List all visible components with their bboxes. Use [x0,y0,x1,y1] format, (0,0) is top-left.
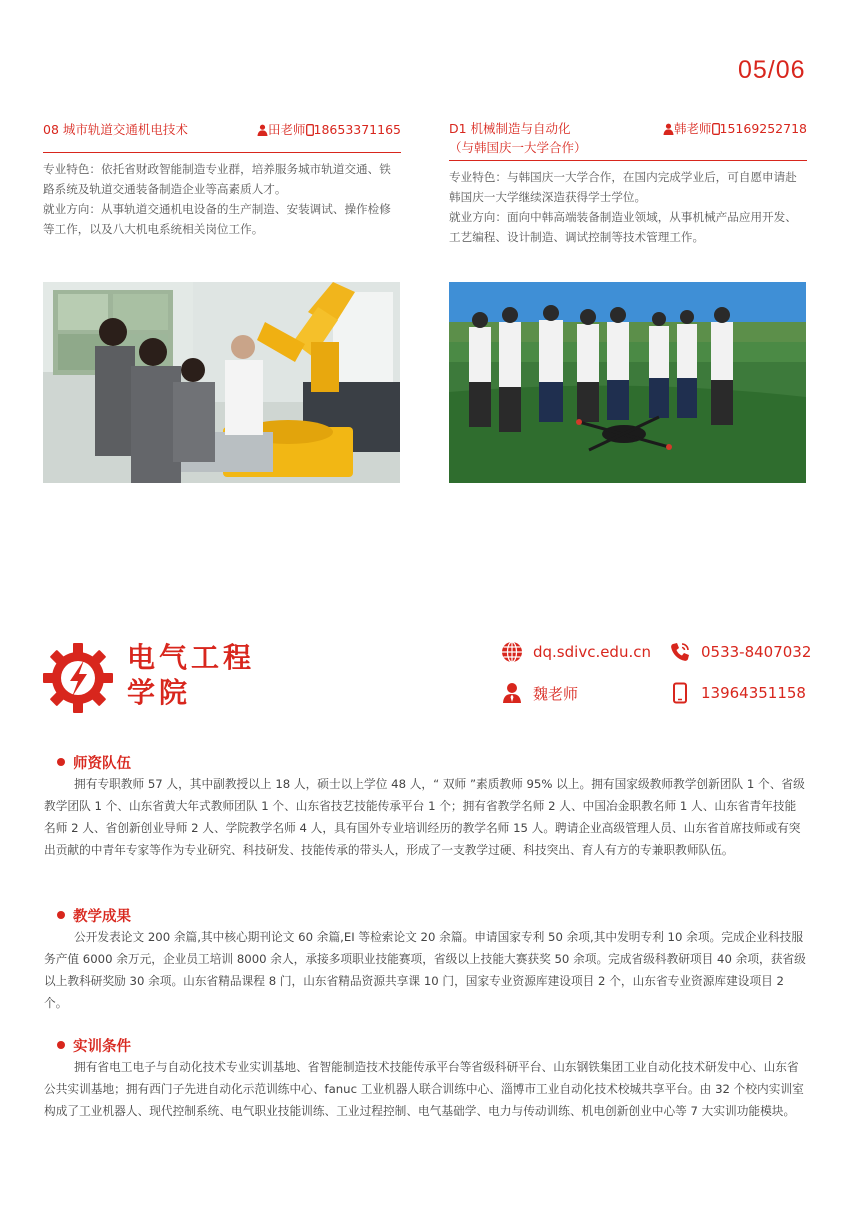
section-title: 实训条件 [73,1038,131,1055]
drone-field-photo [449,282,806,483]
section-training [44,1034,807,1122]
teacher-phone[interactable]: 18653371165 [313,122,401,137]
major-career: 就业方向：面向中韩高端装备制造业领域，从事机械产品应用开发、工艺编程、设计制造、调试控制等技术管理工作。 [449,210,797,244]
bullet-dot-icon [57,1041,65,1049]
major-contact [257,120,401,138]
section-body: 拥有省电工电子与自动化技术专业实训基地、省智能制造技术技能传承平台等省级科研平台、山东钢铁集团工业自动化技术研发中心、山东省公共实训基地；拥有西门子先进自动化示范训练中心、fanuc 工业机器人联合训练中心、淄博市工业自动化技术校城共享平台。由 32 个校内实训室构成了工业机器人、现代控制系统、电气职业技能训练、工业过程控制、电气基础学、电力与传动训练、机电创新创业中心等 7 大实训功能模块。 [44,1060,804,1118]
divider [43,152,401,153]
major-title: 08 城市轨道交通机电技术 [43,122,188,137]
phone-icon [712,123,720,135]
section-body: 拥有专职教师 57 人，其中副教授以上 18 人，硕士以上学位 48 人，“ 双师 ”素质教师 95% 以上。拥有国家级教师教学创新团队 1 个、省级教学团队 1 个、山东省黄大年式教师团队 1 个、山东省技艺技能传承平台 1 个；拥有省教学名师 2 人、中国冶金职教名师 1 人、山东省青年技能名师 2 人、省创新创业导师 2 人、学院教学名师 4 人，具有国外专业培训经历的教学名师 15 人。聘请企业高级管理人员、山东省首席技师或有突出贡献的中青年专家等作为专业研究、科技研发、技能传承的带头人，形成了一支教学过硬、科技突出、育人有方的专兼职教师队伍。 [44,777,805,857]
contact-mobile[interactable] [669,682,806,704]
contact-person [501,682,578,704]
person-icon [663,123,674,135]
section-body: 公开发表论文 200 余篇,其中核心期刊论文 60 余篇,EI 等检索论文 20 余篇。申请国家专利 50 余项,其中发明专利 10 余项。完成企业科技服务产值 6000 余万元，企业员工培训 8000 余人，承接多项职业技能赛项，省级以上技能大赛获奖 50 余项。完成省级科教研项目 40 余项，获省级以上教科研奖励 30 余项。山东省精品课程 8 门，山东省精品资源共享课 10 门，国家专业资源库建设项目 2 个，山东省专业资源库建设项目 2 个。 [44,930,806,1010]
bullet-dot-icon [57,911,65,919]
bullet-dot-icon [57,758,65,766]
major-feature: 专业特色：依托省财政智能制造专业群，培养服务城市轨道交通、铁路系统及轨道交通装备制造企业等高素质人才。 [43,162,391,196]
section-title: 师资队伍 [73,755,131,772]
section-achievements [44,904,807,1014]
person-icon [257,124,268,136]
college-name-line1: 电气工程 [127,641,256,674]
teacher-name: 田老师 [268,122,306,137]
page-number: 05/06 [738,56,806,84]
divider [449,160,807,161]
major-career: 就业方向：从事轨道交通机电设备的生产制造、安装调试、操作检修等工作，以及八大机电系统相关岗位工作。 [43,202,391,236]
phone-icon [306,124,314,136]
contact-website[interactable] [501,641,651,663]
robot-lab-photo [43,282,400,483]
major-title: D1 机械制造与自动化 [449,121,571,136]
major-card-d1 [449,119,807,247]
section-faculty [44,751,807,861]
teacher-name: 韩老师 [674,121,712,136]
person-icon [501,682,523,704]
website-text[interactable]: dq.sdivc.edu.cn [533,643,651,661]
contact-person-name: 魏老师 [533,684,579,703]
phone-text[interactable]: 0533-8407032 [701,643,812,661]
teacher-phone[interactable]: 15169252718 [719,121,807,136]
major-subtitle: （与韩国庆一大学合作） [449,140,587,155]
college-name [127,640,255,710]
major-card-08 [43,120,401,239]
major-contact [663,119,807,137]
mobile-phone-icon [669,682,691,704]
mobile-text[interactable]: 13964351158 [701,684,806,702]
section-title: 教学成果 [73,908,131,925]
major-feature: 专业特色：与韩国庆一大学合作，在国内完成学业后，可自愿申请赴韩国庆一大学继续深造获得学士学位。 [449,170,797,204]
contact-phone[interactable] [669,641,811,663]
gear-lightning-logo-icon [42,642,114,714]
college-name-line2: 学院 [127,676,192,709]
globe-icon [501,641,523,663]
telephone-icon [669,641,691,663]
